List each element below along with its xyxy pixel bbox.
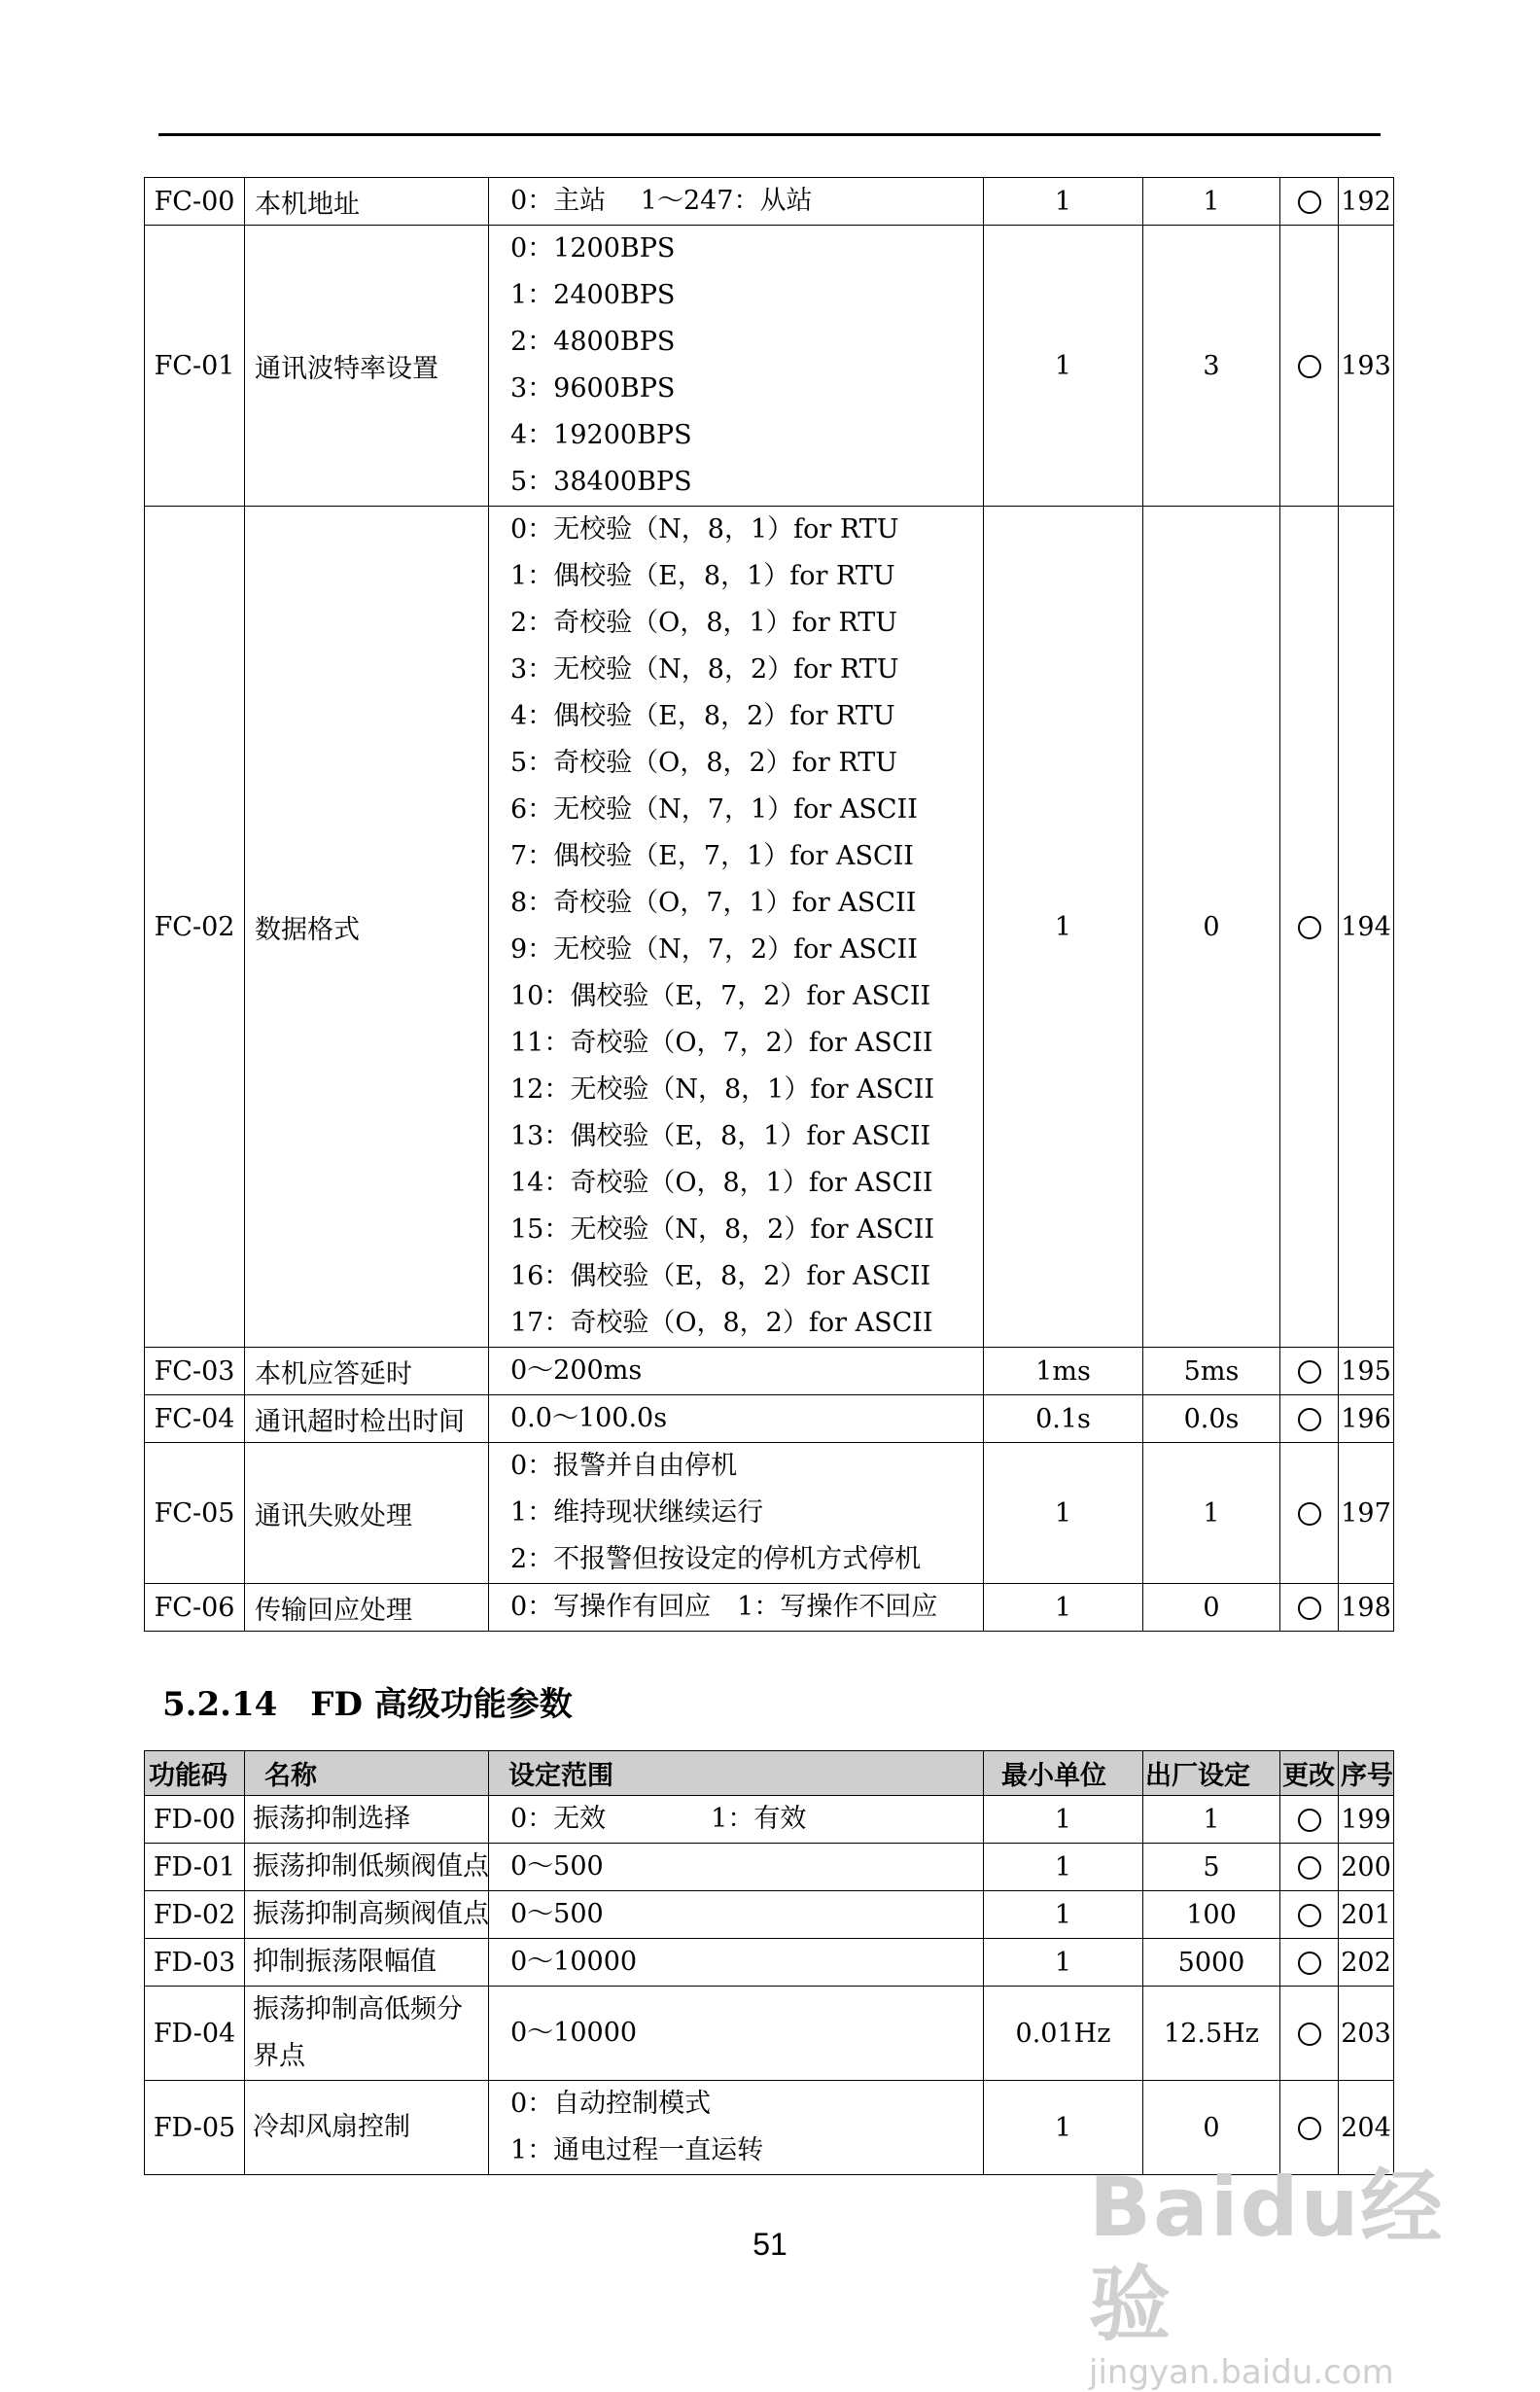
watermark-logo: Baidu经验 [1089,2160,1445,2352]
param-range [489,1891,984,1939]
param-name: 本机应答延时 [245,1348,489,1395]
param-name-line: 振荡抑制高低频分 [253,1994,463,2024]
table-row [145,1395,1394,1443]
param-name [245,1939,489,1987]
circle-icon [1298,1809,1321,1832]
table-row [145,1939,1394,1987]
range-option: 0～10000 [510,2018,638,2048]
range-option: 3：无校验（N，8，2）for RTU [510,654,899,685]
change-allowed [1280,1796,1339,1844]
param-seq: 202 [1339,1939,1394,1987]
param-range [489,1348,984,1395]
param-seq: 196 [1339,1395,1394,1443]
param-default: 12.5Hz [1143,1987,1280,2081]
param-min-unit: 0.1s [984,1395,1143,1443]
param-name-line: 界点 [253,2041,305,2071]
param-seq: 194 [1339,507,1394,1348]
table-row [145,1584,1394,1632]
param-code: FD-00 [145,1796,245,1844]
param-name: 数据格式 [245,507,489,1348]
param-code: FC-02 [145,507,245,1348]
param-seq: 192 [1339,178,1394,226]
param-range [489,226,984,507]
range-option: 15：无校验（N，8，2）for ASCII [510,1214,935,1245]
range-option: 4：19200BPS [510,420,692,450]
table-row [145,1796,1394,1844]
range-option: 0～10000 [510,1947,638,1977]
circle-icon [1298,1952,1321,1975]
fd-parameter-table [144,1750,1394,2175]
range-option: 0：自动控制模式 [510,2089,712,2119]
param-name: 传输回应处理 [245,1584,489,1632]
circle-icon [1298,1597,1321,1620]
param-seq: 193 [1339,226,1394,507]
range-option: 0：写操作有回应 1：写操作不回应 [510,1592,938,1622]
range-option: 2：奇校验（O，8，1）for RTU [510,608,898,638]
param-name: 通讯波特率设置 [245,226,489,507]
range-option: 2：不报警但按设定的停机方式停机 [510,1544,922,1574]
range-option: 1：偶校验（E，8，1）for RTU [510,561,895,591]
param-min-unit: 1 [984,1844,1143,1891]
param-range [489,1796,984,1844]
param-default: 1 [1143,1796,1280,1844]
param-range [489,507,984,1348]
param-min-unit: 1ms [984,1348,1143,1395]
change-allowed [1280,1987,1339,2081]
change-allowed [1280,178,1339,226]
circle-icon [1298,1856,1321,1880]
param-name: 通讯失败处理 [245,1443,489,1584]
change-allowed [1280,1844,1339,1891]
param-min-unit: 0.01Hz [984,1987,1143,2081]
table-row [145,226,1394,507]
header-unit: 最小单位 [984,1751,1143,1796]
circle-icon [1298,1408,1321,1431]
range-option: 9：无校验（N，7，2）for ASCII [510,934,918,965]
param-default: 1 [1143,1443,1280,1584]
param-default: 0 [1143,1584,1280,1632]
param-name: 通讯超时检出时间 [245,1395,489,1443]
param-seq: 198 [1339,1584,1394,1632]
param-default: 100 [1143,1891,1280,1939]
param-code: FD-02 [145,1891,245,1939]
param-name-line: 振荡抑制选择 [253,1804,410,1834]
param-seq: 203 [1339,1987,1394,2081]
range-option: 11：奇校验（O，7，2）for ASCII [510,1028,933,1058]
param-code: FC-04 [145,1395,245,1443]
table-row [145,1443,1394,1584]
param-seq: 201 [1339,1891,1394,1939]
param-default: 1 [1143,178,1280,226]
param-min-unit: 1 [984,1891,1143,1939]
param-name: 本机地址 [245,178,489,226]
change-allowed [1280,1939,1339,1987]
page-number: 51 [752,2227,788,2262]
range-option: 5：奇校验（O，8，2）for RTU [510,748,898,778]
change-allowed [1280,1395,1339,1443]
range-option: 0：主站 1～247：从站 [510,186,813,216]
change-allowed [1280,226,1339,507]
param-range [489,1584,984,1632]
change-allowed [1280,1348,1339,1395]
param-default: 5000 [1143,1939,1280,1987]
param-seq: 200 [1339,1844,1394,1891]
range-option: 12：无校验（N，8，1）for ASCII [510,1074,935,1105]
param-range [489,2081,984,2175]
range-option: 7：偶校验（E，7，1）for ASCII [510,841,914,871]
param-seq: 197 [1339,1443,1394,1584]
circle-icon [1298,2117,1321,2140]
table-row [145,1891,1394,1939]
param-code: FC-00 [145,178,245,226]
param-seq: 195 [1339,1348,1394,1395]
param-name-line: 振荡抑制低频阀值点 [253,1851,489,1882]
change-allowed [1280,507,1339,1348]
param-range [489,178,984,226]
range-option: 0：无校验（N，8，1）for RTU [510,514,899,545]
param-min-unit: 1 [984,2081,1143,2175]
range-option: 0～500 [510,1851,604,1882]
change-allowed [1280,1891,1339,1939]
param-code: FD-01 [145,1844,245,1891]
param-name [245,1796,489,1844]
param-range [489,1844,984,1891]
param-default: 0 [1143,2081,1280,2175]
param-min-unit: 1 [984,226,1143,507]
param-default: 0.0s [1143,1395,1280,1443]
change-allowed [1280,1443,1339,1584]
watermark-url: jingyan.baidu.com [1089,2353,1394,2392]
table-row [145,1987,1394,2081]
range-option: 4：偶校验（E，8，2）for RTU [510,701,895,731]
circle-icon [1298,916,1321,939]
fc-parameter-table [144,177,1394,1632]
range-option: 1：通电过程一直运转 [510,2135,764,2165]
param-name [245,1844,489,1891]
param-code: FD-04 [145,1987,245,2081]
circle-icon [1298,2023,1321,2046]
circle-icon [1298,1904,1321,1927]
circle-icon [1298,1360,1321,1384]
param-seq: 199 [1339,1796,1394,1844]
param-min-unit: 1 [984,1796,1143,1844]
range-option: 0：1200BPS [510,233,676,264]
range-option: 10：偶校验（E，7，2）for ASCII [510,981,931,1011]
range-option: 17：奇校验（O，8，2）for ASCII [510,1308,933,1338]
table-row [145,1348,1394,1395]
table-header-row [145,1751,1394,1796]
param-name [245,1987,489,2081]
param-min-unit: 1 [984,1584,1143,1632]
header-range: 设定范围 [489,1751,984,1796]
range-option: 0：报警并自由停机 [510,1451,738,1481]
param-name-line: 冷却风扇控制 [253,2112,410,2142]
range-option: 2：4800BPS [510,327,676,357]
param-default: 5 [1143,1844,1280,1891]
table-row [145,1844,1394,1891]
param-code: FC-06 [145,1584,245,1632]
circle-icon [1298,191,1321,214]
param-code: FC-03 [145,1348,245,1395]
param-range [489,1395,984,1443]
param-default: 3 [1143,226,1280,507]
header-code: 功能码 [145,1751,245,1796]
param-code: FD-05 [145,2081,245,2175]
range-option: 8：奇校验（O，7，1）for ASCII [510,888,917,918]
header-default: 出厂设定 [1143,1751,1280,1796]
header-rule [158,133,1381,136]
param-code: FC-05 [145,1443,245,1584]
range-option: 0.0～100.0s [510,1403,668,1433]
table-row [145,178,1394,226]
range-option: 5：38400BPS [510,467,692,497]
param-range [489,1987,984,2081]
param-min-unit: 1 [984,1443,1143,1584]
header-change: 更改 [1280,1751,1339,1796]
range-option: 1：2400BPS [510,280,676,310]
range-option: 14：奇校验（O，8，1）for ASCII [510,1168,933,1198]
param-code: FC-01 [145,226,245,507]
param-seq: 204 [1339,2081,1394,2175]
range-option: 1：维持现状继续运行 [510,1497,764,1528]
param-range [489,1443,984,1584]
param-range [489,1939,984,1987]
watermark [1089,2159,1449,2392]
range-option: 3：9600BPS [510,373,676,404]
range-option: 0～500 [510,1899,604,1929]
range-option: 16：偶校验（E，8，2）for ASCII [510,1261,931,1291]
param-default: 0 [1143,507,1280,1348]
range-option: 0～200ms [510,1355,643,1386]
param-code: FD-03 [145,1939,245,1987]
param-min-unit: 1 [984,1939,1143,1987]
param-name-line: 抑制振荡限幅值 [253,1947,437,1977]
circle-icon [1298,1502,1321,1526]
section-title: 5.2.14 FD 高级功能参数 [162,1685,573,1724]
header-seq: 序号 [1339,1751,1394,1796]
param-min-unit: 1 [984,178,1143,226]
change-allowed [1280,1584,1339,1632]
param-name [245,1891,489,1939]
range-option: 0：无效 1：有效 [510,1804,807,1834]
param-default: 5ms [1143,1348,1280,1395]
param-min-unit: 1 [984,507,1143,1348]
param-name [245,2081,489,2175]
range-option: 6：无校验（N，7，1）for ASCII [510,794,918,825]
header-name: 名称 [245,1751,489,1796]
circle-icon [1298,355,1321,378]
range-option: 13：偶校验（E，8，1）for ASCII [510,1121,931,1151]
table-row [145,507,1394,1348]
param-name-line: 振荡抑制高频阀值点 [253,1899,489,1929]
